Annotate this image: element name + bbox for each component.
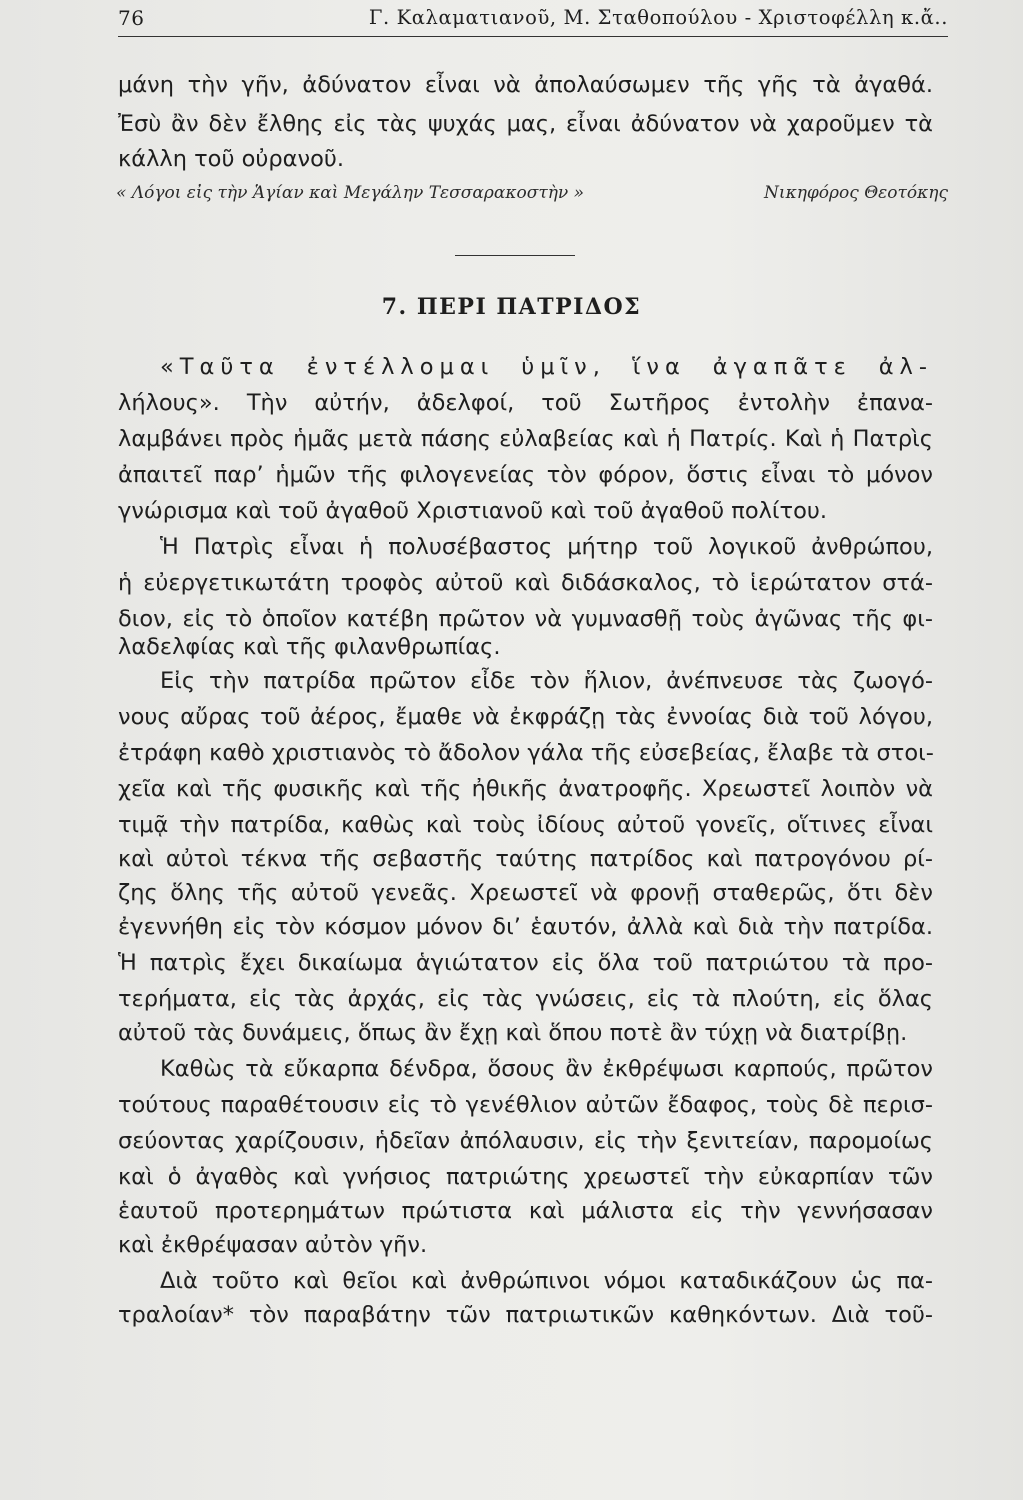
- text-line: Διὰ τοῦτο καὶ θεῖοι καὶ ἀνθρώπινοι νόμοι καταδικάζουν ὡς πα-: [160, 1268, 933, 1294]
- text-line: «Ταῦτα ἐντέλλομαι ὑμῖν, ἵνα ἀγαπᾶτε ἀλ-: [160, 354, 933, 380]
- text-line: Καθὼς τὰ εὔκαρπα δένδρα, ὅσους ἂν ἐκθρέψωσι καρπούς, πρῶτον: [160, 1056, 933, 1082]
- text-line: τραλοίαν* τὸν παραβάτην τῶν πατριωτικῶν καθηκόντων. Διὰ τοῦ-: [118, 1302, 933, 1328]
- text-line: τιμᾷ τὴν πατρίδα, καθὼς καὶ τοὺς ἰδίους αὐτοῦ γονεῖς, οἵτινες εἶναι: [118, 812, 933, 838]
- text-line: τερήματα, εἰς τὰς ἀρχάς, εἰς τὰς γνώσεις, εἰς τὰ πλούτη, εἰς ὅλας: [118, 986, 933, 1012]
- text-line: αὐτοῦ τὰς δυνάμεις, ὅπως ἂν ἔχῃ καὶ ὅπου ποτὲ ἂν τύχῃ νὰ διατρίβῃ.: [118, 1020, 908, 1046]
- text-line: νους αὔρας τοῦ ἀέρος, ἔμαθε νὰ ἐκφράζῃ τὰς ἐννοίας διὰ τοῦ λόγου,: [118, 704, 933, 730]
- text-line: Ἡ πατρὶς ἔχει δικαίωμα ἁγιώτατον εἰς ὅλα τοῦ πατριώτου τὰ προ-: [118, 950, 933, 976]
- text-line: ἑαυτοῦ προτερημάτων πρώτιστα καὶ μάλιστα εἰς τὴν γεννήσασαν: [118, 1198, 933, 1224]
- text-line: χεῖα καὶ τῆς φυσικῆς καὶ τῆς ἠθικῆς ἀνατροφῆς. Χρεωστεῖ λοιπὸν νὰ: [118, 776, 933, 802]
- text-line: ἡ εὐεργετικωτάτη τροφὸς αὐτοῦ καὶ διδάσκαλος, τὸ ἱερώτατον στά-: [118, 570, 933, 596]
- text-line: τούτους παραθέτουσιν εἰς τὸ γενέθλιον αὐτῶν ἔδαφος, τοὺς δὲ περισ-: [118, 1092, 933, 1118]
- text-line: καὶ ὁ ἀγαθὸς καὶ γνήσιος πατριώτης χρεωστεῖ τὴν εὐκαρπίαν τῶν: [118, 1164, 933, 1190]
- text-line: ζης ὅλης τῆς αὐτοῦ γενεᾶς. Χρεωστεῖ νὰ φρονῇ σταθερῶς, ὅτι δὲν: [118, 880, 933, 906]
- text-line: σεύοντας χαρίζουσιν, ἡδεῖαν ἀπόλαυσιν, εἰς τὴν ξενιτείαν, παρομοίως: [118, 1128, 933, 1154]
- text-line: διον, εἰς τὸ ὁποῖον κατέβη πρῶτον νὰ γυμνασθῇ τοὺς ἀγῶνας τῆς φι-: [118, 606, 933, 632]
- text-line: καὶ αὐτοὶ τέκνα τῆς σεβαστῆς ταύτης πατρίδος καὶ πατρογόνου ρί-: [118, 846, 933, 872]
- text-line: μάνη τὴν γῆν, ἀδύνατον εἶναι νὰ ἀπολαύσωμεν τῆς γῆς τὰ ἀγαθά.: [118, 72, 933, 98]
- text-line: καὶ ἐκθρέψασαν αὐτὸν γῆν.: [118, 1232, 428, 1258]
- text-line: ἐγεννήθη εἰς τὸν κόσμον μόνον δι’ ἑαυτόν, ἀλλὰ καὶ διὰ τὴν πατρίδα.: [118, 914, 933, 940]
- text-line: ἐτράφη καθὸ χριστιανὸς τὸ ἄδολον γάλα τῆς εὐσεβείας, ἔλαβε τὰ στοι-: [118, 740, 934, 766]
- text-line: λήλους». Τὴν αὐτήν, ἀδελφοί, τοῦ Σωτῆρος ἐντολὴν ἐπανα-: [118, 390, 933, 416]
- text-line: γνώρισμα καὶ τοῦ ἀγαθοῦ Χριστιανοῦ καὶ τοῦ ἀγαθοῦ πολίτου.: [118, 498, 828, 524]
- text-line: κάλλη τοῦ οὐρανοῦ.: [118, 146, 345, 172]
- source-author: Νικηφόρος Θεοτόκης: [764, 183, 948, 203]
- section-divider: [455, 255, 575, 256]
- section-title: 7. ΠΕΡΙ ΠΑΤΡΙΔΟΣ: [381, 294, 642, 320]
- text-line: Ἐσὺ ἂν δὲν ἔλθης εἰς τὰς ψυχάς μας, εἶναι ἀδύνατον νὰ χαροῦμεν τὰ: [118, 111, 933, 137]
- page-number: 76: [118, 6, 145, 30]
- page-header: [118, 2, 948, 37]
- text-line: λαδελφίας καὶ τῆς φιλανθρωπίας.: [118, 634, 501, 660]
- text-line: ἀπαιτεῖ παρ’ ἡμῶν τῆς φιλογενείας τὸν φόρον, ὅστις εἶναι τὸ μόνον: [118, 462, 933, 488]
- source-title: « Λόγοι εἰς τὴν Ἁγίαν καὶ Μεγάλην Τεσσαρακοστὴν »: [116, 183, 585, 203]
- running-head: Γ. Καλαματιανοῦ, Μ. Σταθοπούλου - Χριστοφέλλη κ.ἄ..: [368, 6, 948, 29]
- text-line: Εἰς τὴν πατρίδα πρῶτον εἶδε τὸν ἥλιον, ἀνέπνευσε τὰς ζωογό-: [160, 668, 933, 694]
- text-line: λαμβάνει πρὸς ἡμᾶς μετὰ πάσης εὐλαβείας καὶ ἡ Πατρίς. Καὶ ἡ Πατρὶς: [118, 426, 933, 452]
- text-line: Ἡ Πατρὶς εἶναι ἡ πολυσέβαστος μήτηρ τοῦ λογικοῦ ἀνθρώπου,: [160, 534, 933, 560]
